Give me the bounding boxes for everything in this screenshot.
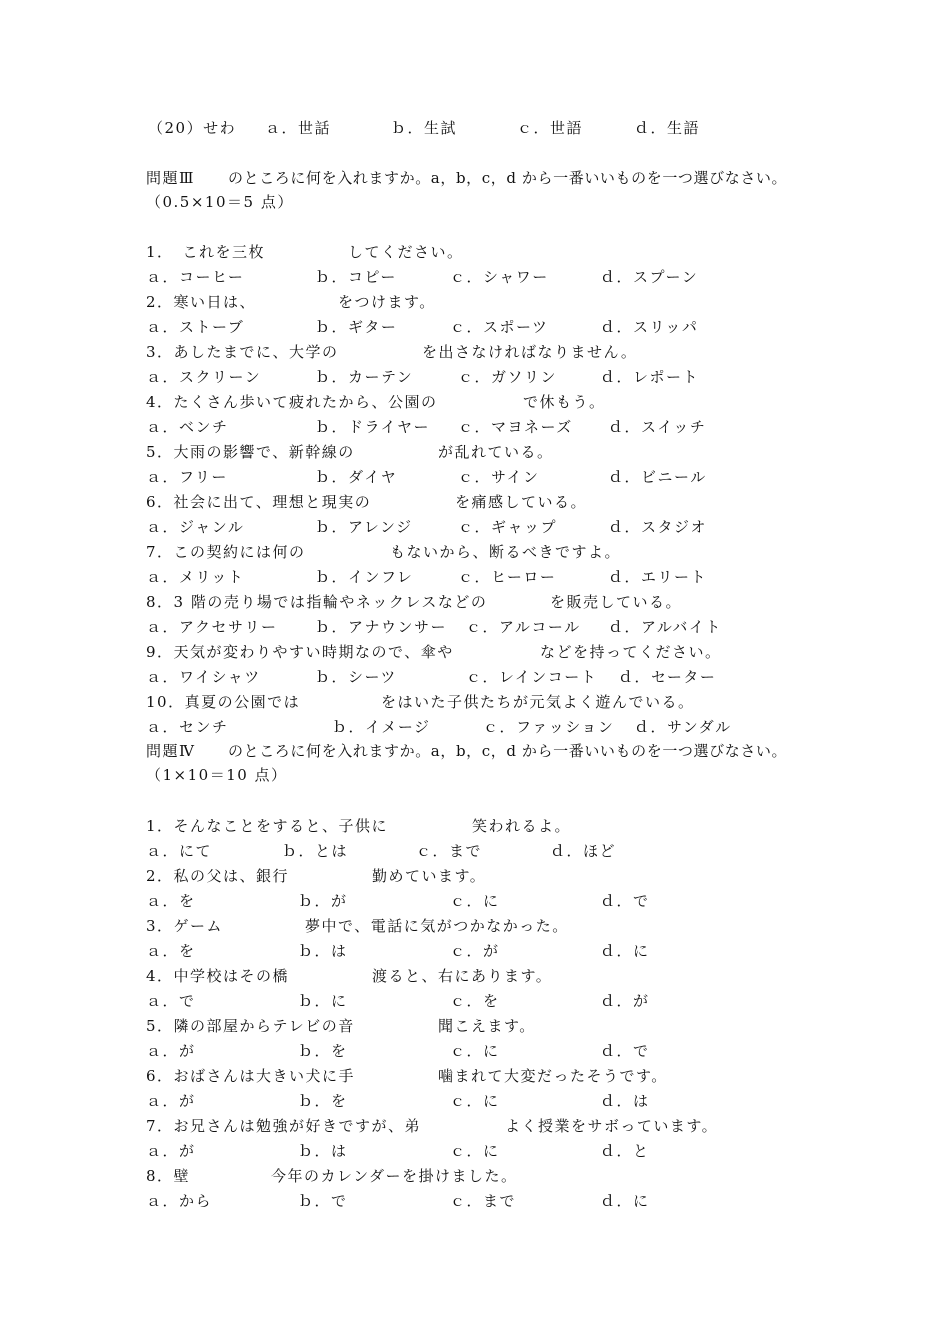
s4-q4-option-a: ａ．で: [146, 992, 196, 1010]
s4-q5: [0, 1014, 950, 1038]
s3-q4: [0, 390, 950, 414]
s3-q4-stem: 4．たくさん歩いて疲れたから、公園の: [146, 393, 438, 411]
s3-q6-options: [0, 515, 950, 539]
s3-q7-option-b: ｂ．インフレ: [315, 568, 414, 586]
s3-q2-stem: 2．寒い日は、: [146, 293, 257, 311]
q20-stem: （20）せわ: [148, 119, 237, 137]
s4-q8-options: [0, 1189, 950, 1213]
s3-q9-option-d: ｄ．セーター: [618, 668, 717, 686]
s4-q5-stem-end: 聞こえます。: [438, 1017, 536, 1035]
s3-q1-option-d: ｄ．スプーン: [600, 268, 699, 286]
s3-q2-options: [0, 315, 950, 339]
s4-q7-stem-end: よく授業をサボっています。: [505, 1117, 719, 1135]
section3-points-line: [0, 190, 950, 214]
s4-q3-option-a: ａ．を: [146, 942, 196, 960]
s4-q5-stem: 5．隣の部屋からテレビの音: [146, 1017, 355, 1035]
s4-q5-option-a: ａ．が: [146, 1042, 196, 1060]
q20-option-c: ｃ．世語: [517, 119, 584, 137]
s3-q9-option-c: ｃ．レインコート: [466, 668, 598, 686]
s3-q2-option-b: ｂ．ギター: [315, 318, 398, 336]
s4-q4-option-b: ｂ．に: [298, 992, 348, 1010]
s3-q1-option-a: ａ．コーヒー: [146, 268, 245, 286]
s3-q3-options: [0, 365, 950, 389]
s4-q2-option-d: ｄ．で: [600, 892, 650, 910]
s4-q6-option-a: ａ．が: [146, 1092, 196, 1110]
section3-instruction-line: [0, 166, 950, 190]
s3-q1-options: [0, 265, 950, 289]
s3-q5-option-b: ｂ．ダイヤ: [315, 468, 398, 486]
s3-q7-options: [0, 565, 950, 589]
section3-instruction: のところに何を入れますか。a，b，c，d から一番いいものを一つ選びなさい。: [228, 169, 788, 187]
s3-q9: [0, 640, 950, 664]
q20-line: [0, 116, 950, 140]
s4-q4-option-d: ｄ．が: [600, 992, 650, 1010]
section4-instruction-line: [0, 739, 950, 763]
s3-q3-option-d: ｄ．レポート: [600, 368, 700, 386]
s3-q9-options: [0, 665, 950, 689]
s3-q8-stem-end: を販売している。: [550, 593, 683, 611]
s4-q7-option-a: ａ．が: [146, 1142, 196, 1160]
s3-q7-option-c: ｃ．ヒーロー: [458, 568, 557, 586]
s4-q3-stem: 3．ゲーム: [146, 917, 224, 935]
s4-q3-options: [0, 939, 950, 963]
s4-q6-options: [0, 1089, 950, 1113]
s4-q3-option-b: ｂ．は: [298, 942, 348, 960]
s3-q5-options: [0, 465, 950, 489]
s4-q3-option-c: ｃ．が: [450, 942, 500, 960]
s3-q6-option-a: ａ．ジャンル: [146, 518, 245, 536]
s4-q8-option-a: ａ．から: [146, 1192, 213, 1210]
s3-q9-option-a: ａ．ワイシャツ: [146, 668, 261, 686]
s3-q2-stem-end: をつけます。: [338, 293, 436, 311]
s3-q7-option-a: ａ．メリット: [146, 568, 245, 586]
s3-q10-stem-end: をはいた子供たちが元気よく遊んでいる。: [381, 693, 695, 711]
s3-q2-option-d: ｄ．スリッパ: [600, 318, 699, 336]
s4-q7-option-d: ｄ．と: [600, 1142, 650, 1160]
s3-q5-option-c: ｃ．サイン: [458, 468, 540, 486]
s3-q2-option-c: ｃ．スポーツ: [450, 318, 549, 336]
s4-q8-option-b: ｂ．で: [298, 1192, 348, 1210]
s4-q4-stem-end: 渡ると、右にあります。: [372, 967, 553, 985]
s3-q1: [0, 240, 950, 264]
s4-q2-option-b: ｂ．が: [298, 892, 348, 910]
section3-points: （0.5×10＝5 点）: [146, 193, 294, 211]
s3-q8-option-a: ａ．アクセサリー: [146, 618, 278, 636]
s4-q6-option-d: ｄ．は: [600, 1092, 650, 1110]
q20-option-d: ｄ．生語: [634, 119, 701, 137]
s4-q2-options: [0, 889, 950, 913]
s4-q8: [0, 1164, 950, 1188]
s3-q6-stem: 6．社会に出て、理想と現実の: [146, 493, 372, 511]
q20-option-a: ａ．世話: [265, 119, 332, 137]
s3-q4-option-d: ｄ．スイッチ: [608, 418, 707, 436]
s3-q9-stem: 9．天気が変わりやすい時期なので、傘や: [146, 643, 454, 661]
s3-q3: [0, 340, 950, 364]
section4-points-line: [0, 763, 950, 787]
s4-q5-option-c: ｃ．に: [450, 1042, 500, 1060]
s4-q2-option-c: ｃ．に: [450, 892, 500, 910]
s3-q8-options: [0, 615, 950, 639]
s3-q4-option-c: ｃ．マヨネーズ: [458, 418, 573, 436]
s3-q9-stem-end: などを持ってください。: [540, 643, 722, 661]
s3-q2: [0, 290, 950, 314]
s3-q8-option-d: ｄ．アルバイト: [608, 618, 722, 636]
s3-q8-stem: 8．3 階の売り場では指輪やネックレスなどの: [146, 593, 488, 611]
s4-q1-option-b: ｂ．とは: [282, 842, 349, 860]
s4-q1-option-a: ａ．にて: [146, 842, 213, 860]
s3-q6-stem-end: を痛感している。: [455, 493, 588, 511]
s3-q4-option-b: ｂ．ドライヤー: [315, 418, 431, 436]
s3-q10-option-c: ｃ．ファッション: [483, 718, 615, 736]
s3-q4-option-a: ａ．ベンチ: [146, 418, 229, 436]
s4-q2-option-a: ａ．を: [146, 892, 196, 910]
s3-q3-stem: 3．あしたまでに、大学の: [146, 343, 339, 361]
s3-q1-stem-end: してください。: [348, 243, 464, 261]
s4-q2: [0, 864, 950, 888]
s3-q5-option-a: ａ．フリー: [146, 468, 228, 486]
s3-q8: [0, 590, 950, 614]
s4-q3-option-d: ｄ．に: [600, 942, 650, 960]
s4-q4-stem: 4．中学校はその橋: [146, 967, 290, 985]
section4-heading: 問題Ⅳ: [146, 742, 196, 760]
s3-q1-option-b: ｂ．コピー: [315, 268, 397, 286]
s3-q3-option-a: ａ．スクリーン: [146, 368, 262, 386]
s3-q7-option-d: ｄ．エリート: [608, 568, 708, 586]
s4-q7-options: [0, 1139, 950, 1163]
q20-option-b: ｂ．生試: [391, 119, 458, 137]
s4-q7-option-b: ｂ．は: [298, 1142, 348, 1160]
s4-q1: [0, 814, 950, 838]
s3-q10-stem: 10．真夏の公園では: [146, 693, 301, 711]
s4-q5-option-d: ｄ．で: [600, 1042, 650, 1060]
s4-q6-stem: 6．おばさんは大きい犬に手: [146, 1067, 356, 1085]
s3-q1-stem: 1． これを三枚: [146, 243, 266, 261]
s3-q5-stem: 5．大雨の影響で、新幹線の: [146, 443, 355, 461]
s4-q1-stem-end: 笑われるよ。: [472, 817, 572, 835]
section4-instruction: のところに何を入れますか。a，b，c，d から一番いいものを一つ選びなさい。: [228, 742, 788, 760]
s3-q6-option-b: ｂ．アレンジ: [315, 518, 413, 536]
s4-q8-option-c: ｃ．まで: [450, 1192, 517, 1210]
s4-q5-options: [0, 1039, 950, 1063]
section4-points: （1×10＝10 点）: [146, 766, 288, 784]
section3-heading: 問題Ⅲ: [146, 169, 195, 187]
s4-q1-option-c: ｃ．まで: [416, 842, 483, 860]
s4-q1-options: [0, 839, 950, 863]
s3-q3-stem-end: を出さなければなりません。: [422, 343, 638, 361]
s3-q6: [0, 490, 950, 514]
s3-q2-option-a: ａ．ストーブ: [146, 318, 245, 336]
s4-q4: [0, 964, 950, 988]
s4-q8-option-d: ｄ．に: [600, 1192, 650, 1210]
s3-q6-option-d: ｄ．スタジオ: [608, 518, 708, 536]
s4-q7-stem: 7．お兄さんは勉強が好きですが、弟: [146, 1117, 422, 1135]
s3-q7-stem: 7．この契約には何の: [146, 543, 306, 561]
s3-q3-option-c: ｃ．ガソリン: [458, 368, 558, 386]
s4-q3-stem-end: 夢中で、電話に気がつかなかった。: [305, 917, 569, 935]
s3-q10-option-d: ｄ．サンダル: [634, 718, 732, 736]
s4-q6-option-b: ｂ．を: [298, 1092, 348, 1110]
s3-q9-option-b: ｂ．シーツ: [315, 668, 397, 686]
s3-q6-option-c: ｃ．ギャップ: [458, 518, 558, 536]
s4-q6: [0, 1064, 950, 1088]
s4-q2-stem: 2．私の父は、銀行: [146, 867, 290, 885]
s4-q8-stem-end: 今年のカレンダーを掛けました。: [271, 1167, 518, 1185]
s3-q5-stem-end: が乱れている。: [438, 443, 554, 461]
s4-q6-option-c: ｃ．に: [450, 1092, 500, 1110]
s4-q4-option-c: ｃ．を: [450, 992, 500, 1010]
s3-q10: [0, 690, 950, 714]
s3-q8-option-c: ｃ．アルコール: [466, 618, 581, 636]
s4-q6-stem-end: 噛まれて大変だったそうです。: [438, 1067, 668, 1085]
s4-q2-stem-end: 勤めています。: [372, 867, 487, 885]
s4-q7: [0, 1114, 950, 1138]
s3-q10-option-b: ｂ．イメージ: [332, 718, 431, 736]
s4-q5-option-b: ｂ．を: [298, 1042, 348, 1060]
s3-q7-stem-end: もないから、断るべきですよ。: [390, 543, 622, 561]
s3-q10-options: [0, 715, 950, 739]
s4-q1-stem: 1．そんなことをすると、子供に: [146, 817, 389, 835]
s4-q8-stem: 8．壁: [146, 1167, 191, 1185]
s3-q3-option-b: ｂ．カーテン: [315, 368, 414, 386]
s3-q1-option-c: ｃ．シャワー: [450, 268, 549, 286]
s4-q3: [0, 914, 950, 938]
s4-q7-option-c: ｃ．に: [450, 1142, 500, 1160]
s3-q5: [0, 440, 950, 464]
s3-q10-option-a: ａ．センチ: [146, 718, 229, 736]
s4-q1-option-d: ｄ．ほど: [550, 842, 617, 860]
s3-q4-options: [0, 415, 950, 439]
s3-q4-stem-end: で休もう。: [523, 393, 606, 411]
s3-q8-option-b: ｂ．アナウンサー: [315, 618, 448, 636]
s3-q5-option-d: ｄ．ビニール: [608, 468, 707, 486]
s3-q7: [0, 540, 950, 564]
s4-q4-options: [0, 989, 950, 1013]
